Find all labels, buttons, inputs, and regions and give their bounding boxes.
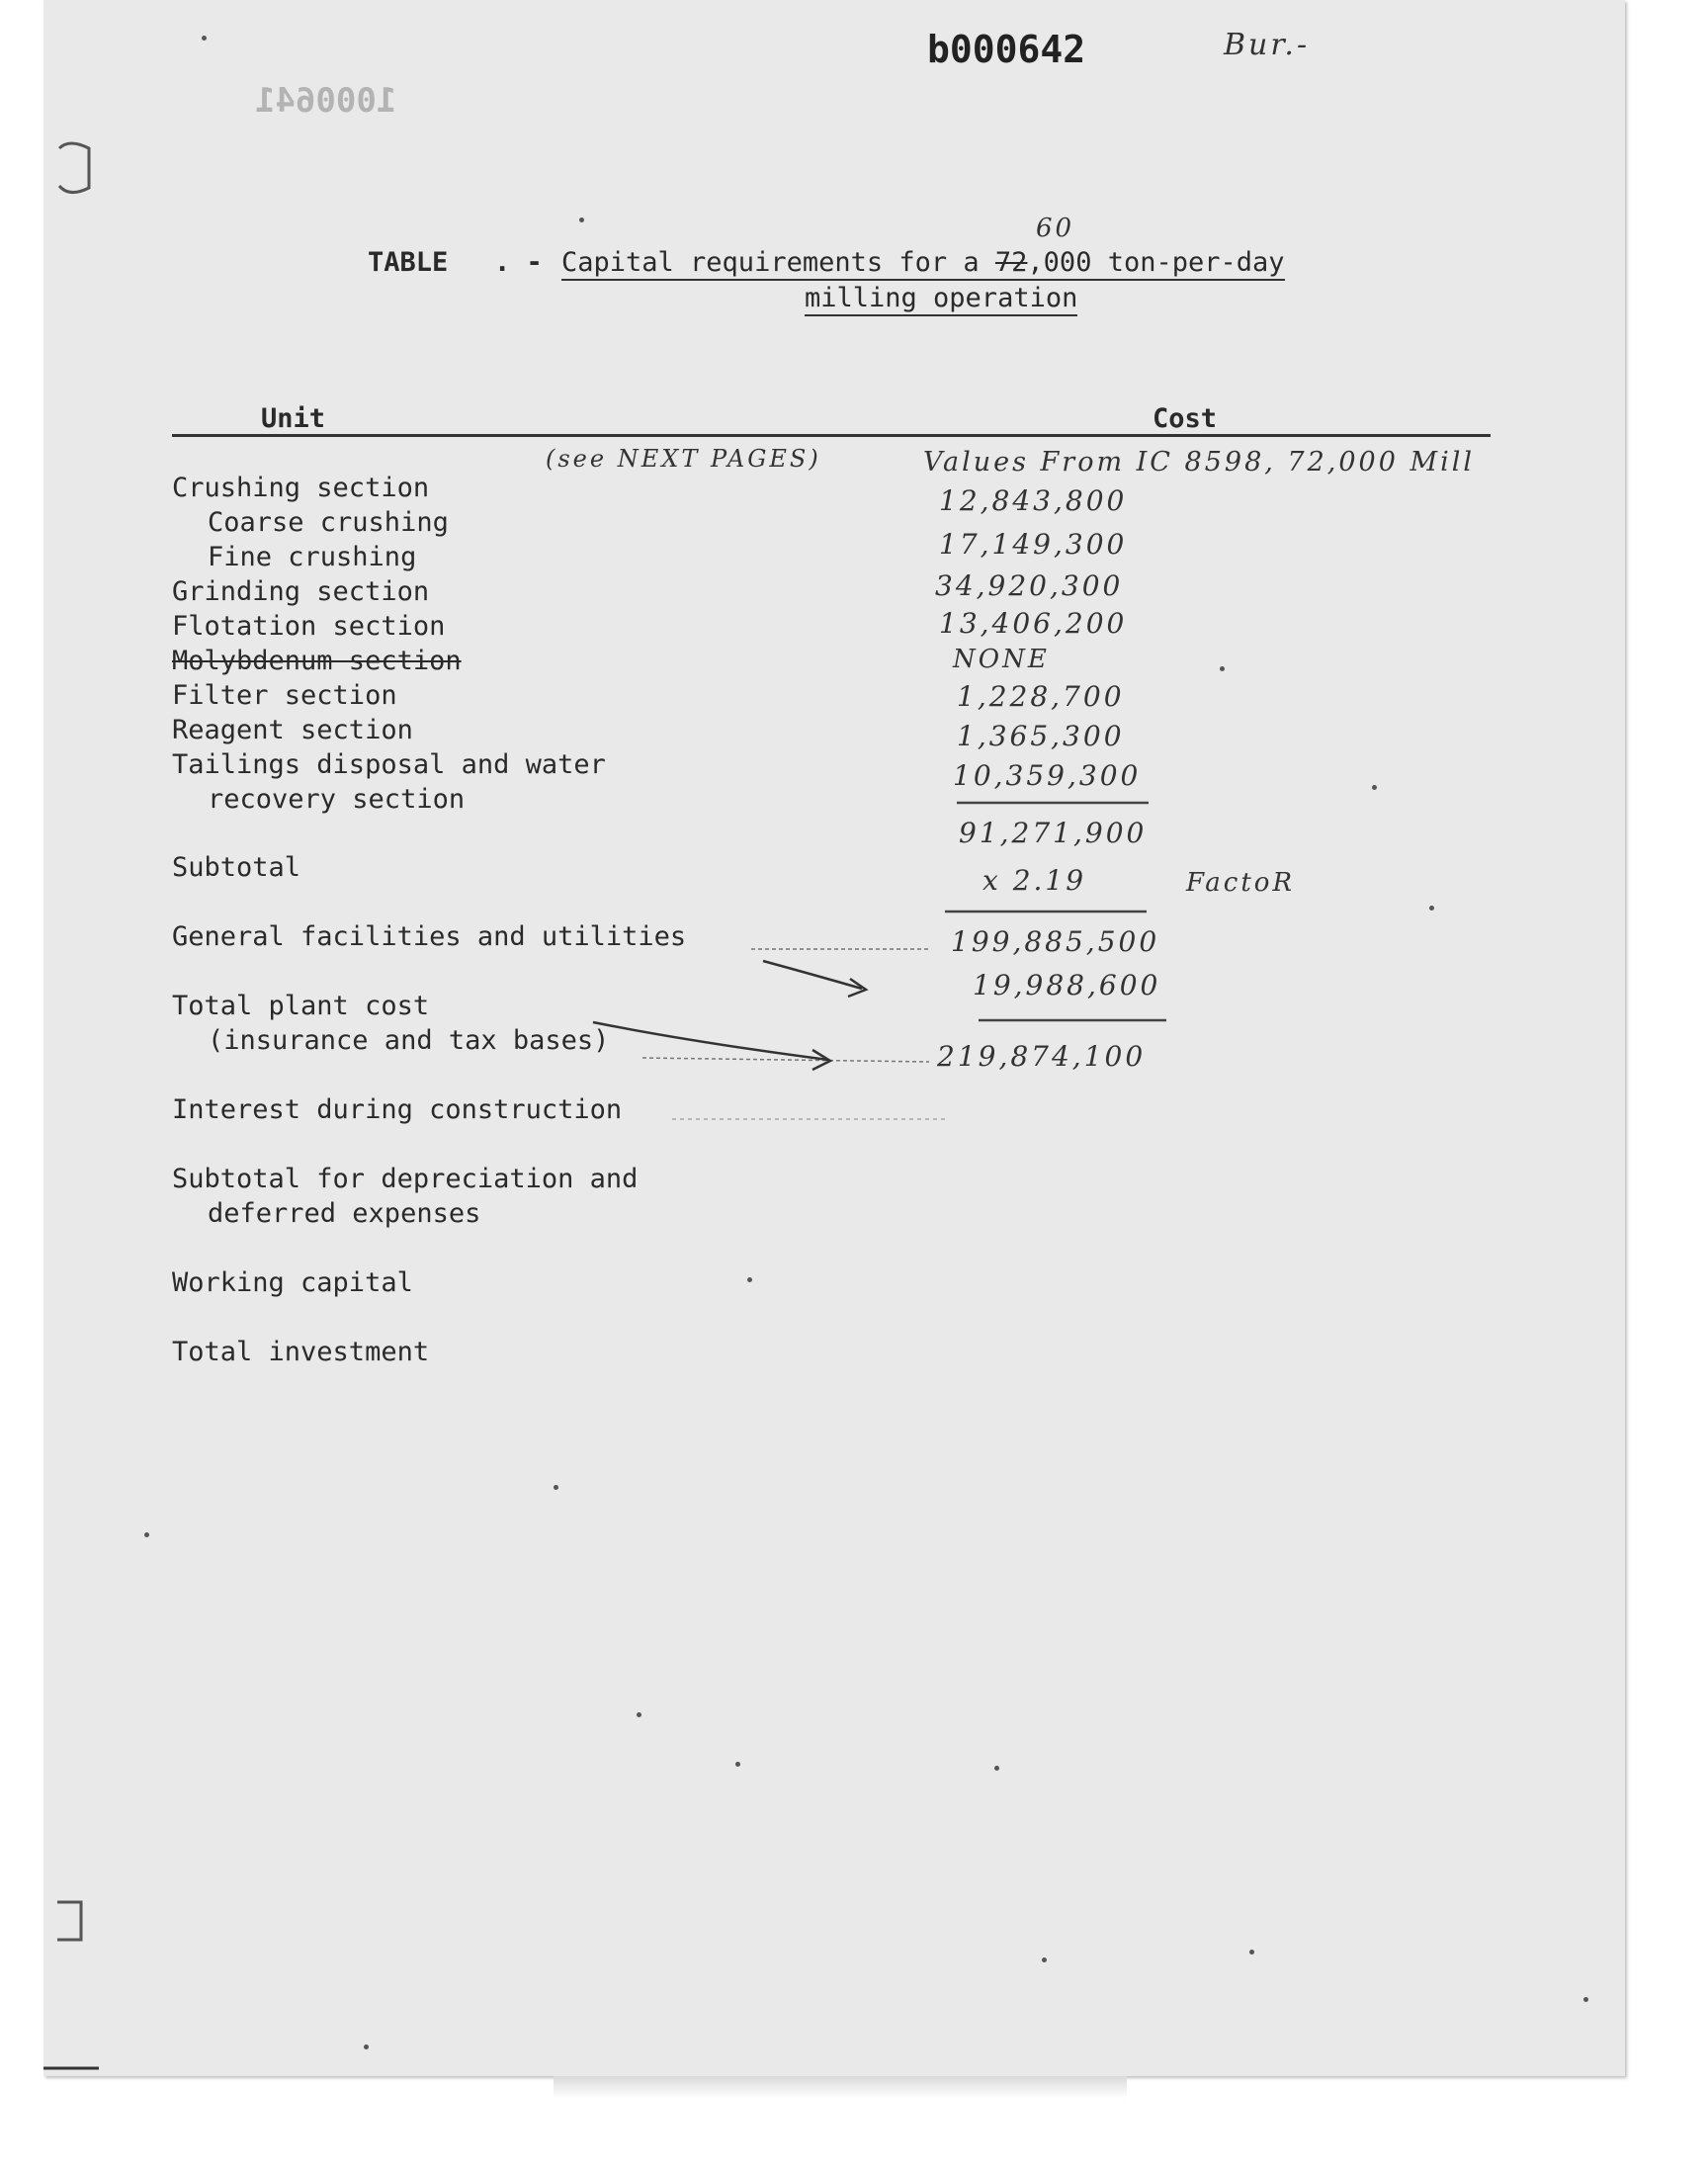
speck — [579, 218, 584, 222]
row-label-fine: Fine crushing — [208, 542, 417, 572]
speck — [1220, 666, 1225, 671]
table-label: TABLE — [368, 247, 449, 278]
arrow-1 — [763, 961, 862, 989]
binder-mark-bottom — [57, 1902, 81, 1940]
interest-label: Interest during construction — [172, 1094, 623, 1125]
cost-column-header: Cost — [1153, 403, 1218, 434]
speck — [1042, 1958, 1047, 1962]
binder-mark-top — [59, 143, 89, 193]
speck — [1583, 1997, 1588, 2002]
row-label-recovery: recovery section — [208, 784, 466, 815]
speck — [364, 2044, 369, 2049]
row-label-grinding: Grinding section — [172, 576, 430, 607]
general-facilities-label: General facilities and utilities — [172, 921, 687, 952]
value-grinding: 34,920,300 — [935, 569, 1124, 602]
subtotal-multiplier: x 2.19 — [982, 864, 1087, 897]
value-flotation: 13,406,200 — [939, 607, 1128, 640]
speck — [1429, 906, 1434, 911]
row-label-reagent: Reagent section — [172, 715, 413, 745]
speck — [637, 1712, 641, 1717]
total-leader — [642, 1058, 929, 1062]
handwritten-values-from: Values From IC 8598, 72,000 Mill — [923, 447, 1476, 478]
title-text-line2: milling operation — [805, 283, 1077, 316]
value-tailings: 10,359,300 — [953, 759, 1142, 792]
title-separator: . - — [494, 247, 543, 278]
depreciation-sublabel: deferred expenses — [208, 1198, 481, 1229]
row-label-crushing: Crushing section — [172, 473, 430, 503]
title-text-b: ,000 ton-per-day — [1027, 247, 1285, 278]
value-filter: 1,228,700 — [957, 680, 1125, 713]
speck — [1372, 785, 1377, 790]
row-label-molybdenum: Molybdenum section — [172, 646, 462, 676]
speck — [994, 1766, 999, 1771]
speck — [144, 1532, 149, 1537]
working-capital-label: Working capital — [172, 1267, 413, 1298]
speck — [735, 1762, 740, 1767]
arrow-2 — [593, 1022, 828, 1060]
subtotal-label: Subtotal — [172, 852, 301, 883]
title-text-a: Capital requirements for a — [561, 247, 980, 278]
general-value: 199,885,500 — [951, 925, 1160, 958]
depreciation-label: Subtotal for depreciation and — [172, 1164, 639, 1194]
total-investment-label: Total investment — [172, 1337, 430, 1367]
speck — [202, 36, 207, 41]
speck — [747, 1277, 752, 1282]
total-plant-sublabel: (insurance and tax bases) — [208, 1025, 610, 1056]
value-crushing: 12,843,800 — [939, 484, 1128, 517]
struck-number: 72 — [994, 247, 1028, 278]
handwritten-60: 60 — [1036, 214, 1075, 243]
unit-column-header: Unit — [261, 403, 326, 434]
total-plant-value: 219,874,100 — [937, 1040, 1147, 1073]
bleedthrough-number: 1000641 — [255, 81, 397, 121]
factor-note: FactoR — [1186, 868, 1296, 898]
speck — [554, 1485, 558, 1490]
value-molybdenum: NONE — [953, 645, 1050, 674]
value-coarse: 17,149,300 — [939, 528, 1128, 561]
general-value-2: 19,988,600 — [973, 969, 1161, 1001]
handwritten-see-next: (see NEXT PAGES) — [546, 445, 821, 473]
row-label-coarse: Coarse crushing — [208, 507, 449, 538]
row-label-filter: Filter section — [172, 680, 397, 711]
speck — [1249, 1950, 1254, 1955]
row-label-tailings: Tailings disposal and water — [172, 749, 606, 780]
document-number-stamp: b000642 — [927, 28, 1086, 71]
total-plant-label: Total plant cost — [172, 991, 430, 1021]
value-reagent: 1,365,300 — [957, 720, 1125, 752]
subtotal-sum: 91,271,900 — [959, 817, 1148, 849]
handwritten-initials: Bur.- — [1224, 28, 1311, 62]
row-label-flotation: Flotation section — [172, 611, 446, 642]
